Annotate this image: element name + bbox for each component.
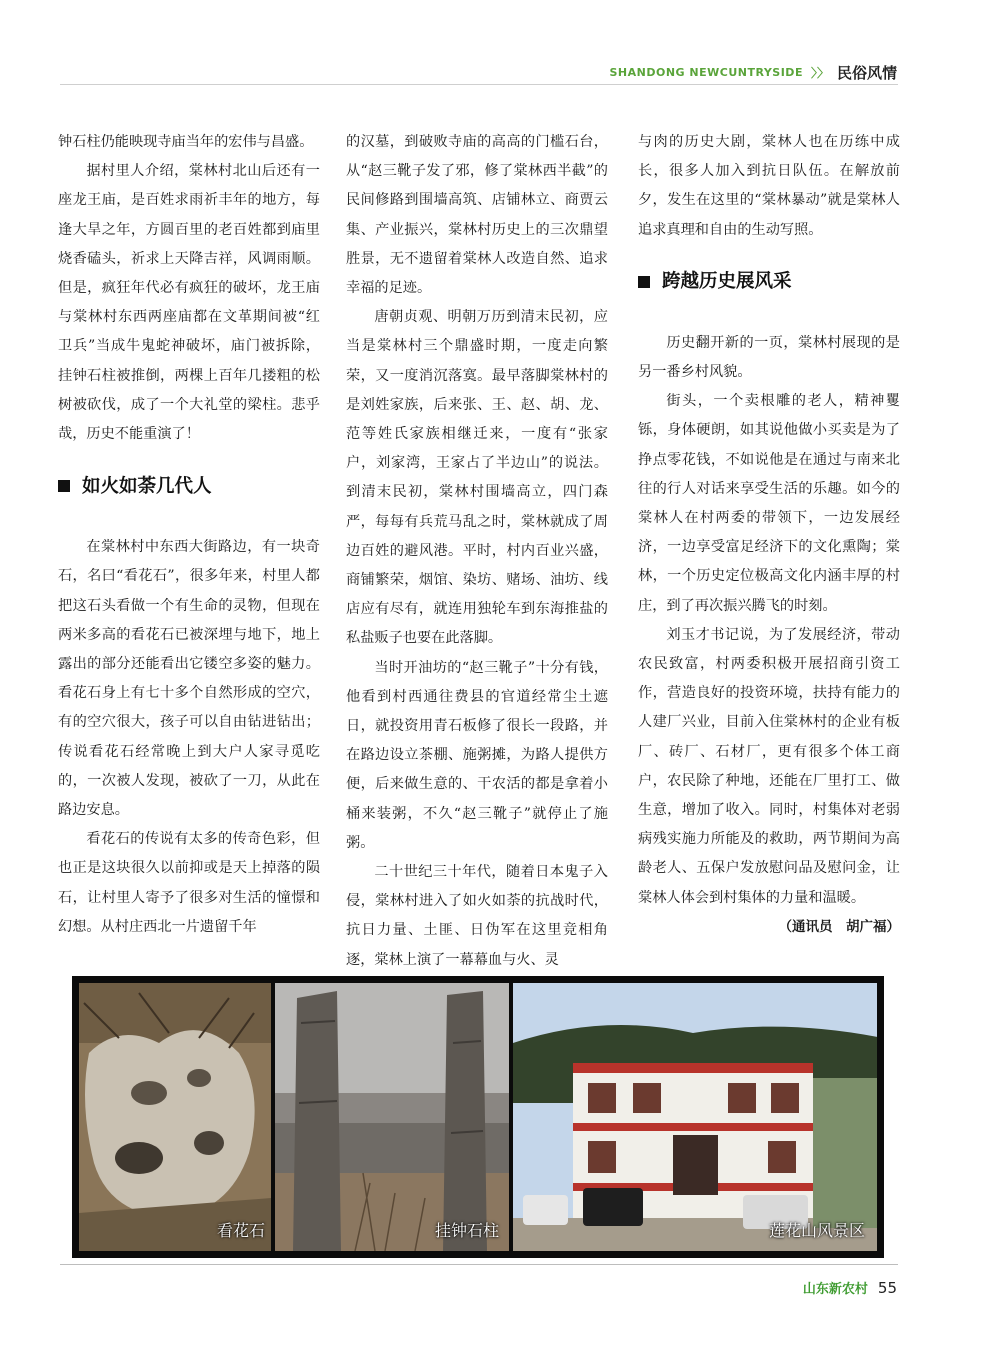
square-bullet-icon [58,480,70,492]
photo-caption: 莲花山风景区 [768,1221,865,1240]
page-footer [803,1278,897,1297]
paragraph: 与肉的历史大剧，棠林人也在历练中成长，很多人加入到抗日队伍。在解放前夕，发生在这里的“棠林暴动”就是棠林人追求真理和自由的生动写照。 [638,134,900,238]
pillars-photo-illustration [275,983,509,1251]
paragraph [638,621,900,935]
paragraph: 唐朝贞观、明朝万历到清末民初，应当是棠林村三个鼎盛时期，一度走向繁荣，又一度消沉落寞。最早落脚棠林村的是刘姓家族，后来张、王、赵、胡、龙、范等姓氏家族相继迁来，一度有“张家户，刘家湾，王家占了半边山”的说法。到清末民初，棠林村围墙高立，四门森严，每每有兵荒马乱之时，棠林就成了周边百姓的避风港。平时，村内百业兴盛，商铺繁荣，烟馆、染坊、赌场、油坊、线店应有尽有，就连用独轮车到东海推盐的私盐贩子也要在此落脚。 [346,309,608,647]
page-number: 55 [877,1278,897,1297]
photo-bell-pillars [275,983,509,1251]
header-section-title: 民俗风情 [836,64,897,82]
paragraph: 的汉墓，到破败寺庙的高高的门槛石台，从“赵三靴子发了邪，修了棠林西半截”的民间修路到围墙高筑、店铺林立、商贾云集、产业振兴，棠林村历史上的三次鼎望胜景，无不遗留着棠林人改造自然、追求幸福的足迹。 [346,134,608,297]
paragraph: 历史翻开新的一页，棠林村展现的是另一番乡村风貌。 [638,334,900,381]
section-heading [638,267,900,297]
paragraph: 二十世纪三十年代，随着日本鬼子入侵，棠林村进入了如火如荼的抗战时代，抗日力量、土匪、日伪军在这里竞相角逐，棠林上演了一幕幕血与火、灵 [346,864,608,968]
paragraph: 据村里人介绍，棠林村北山后还有一座龙王庙，是百姓求雨祈丰年的地方，每逢大旱之年，方圆百里的老百姓都到庙里烧香磕头，祈求上天降吉祥，风调雨顺。但是，疯狂年代必有疯狂的破坏，龙王庙与棠林村东西两座庙都在文革期间被“红卫兵”当成牛鬼蛇神破坏，庙门被拆除，挂钟石柱被推倒，两棵上百年几搂粗的松树被砍伐，成了一个大礼堂的梁柱。悲乎哉，历史不能重演了！ [58,163,320,443]
page-header [610,62,898,83]
header-arrow-icon: 〉〉 [810,66,829,80]
paragraph: 在棠林村中东西大街路边，有一块奇石，名曰“看花石”，很多年来，村里人都把这石头看做一个有生命的灵物，但现在两米多高的看花石已被深埋与地下，地上露出的部分还能看出它镂空多姿的魅力。看花石身上有七十多个自然形成的空穴，有的空穴很大，孩子可以自由钻进钻出；传说看花石经常晚上到大户人家寻觅吃的，一次被人发现，被砍了一刀，从此在路边安息。 [58,539,320,819]
paragraph: 街头，一个卖根雕的老人，精神矍铄，身体硬朗，如其说他做小买卖是为了挣点零花钱，不如说他是在通过与南来北往的行人对话来享受生活的乐趣。如今的棠林人在村两委的带领下，一边发展经济，一边享受富足经济下的文化熏陶；棠林，一个历史定位极高文化内涵丰厚的村庄，到了再次振兴腾飞的时刻。 [638,393,900,614]
photo-caption: 看花石 [216,1221,265,1240]
building-photo-illustration [513,983,877,1251]
header-english-title: SHANDONG NEWCUNTRYSIDE [609,66,803,79]
photo-lianhua-mountain [513,983,877,1251]
header-divider [60,84,898,85]
footer-divider [60,1264,898,1265]
photo-kanhua-stone [79,983,271,1251]
paragraph: 看花石的传说有太多的传奇色彩，但也正是这块很久以前抑或是天上掉落的陨石，让村里人寄予了很多对生活的憧憬和幻想。从村庄西北一片遗留千年 [58,831,320,935]
text-column-1 [58,128,320,942]
photo-caption: 挂钟石柱 [434,1221,499,1240]
text-column-3 [638,128,900,942]
section-heading-text: 如火如荼几代人 [82,475,212,497]
text-column-2 [346,128,608,975]
author-signature: （通讯员 胡广福） [778,918,900,935]
section-heading [58,471,320,501]
magazine-logo: 山东新农村 [802,1282,868,1297]
paragraph-text: 刘玉才书记说，为了发展经济，带动农民致富，村两委积极开展招商引资工作，营造良好的投资环境，扶持有能力的人建厂兴业，目前入住棠林村的企业有板厂、砖厂、石材厂，更有很多个体工商户，农民除了种地，还能在厂里打工、做生意，增加了收入。同时，村集体对老弱病残实施力所能及的救助，两节期间为高龄老人、五保户发放慰问品及慰问金，让棠林人体会到村集体的力量和温暖。 [638,626,900,906]
photo-strip [72,976,884,1258]
square-bullet-icon [638,276,650,288]
paragraph: 钟石柱仍能映现寺庙当年的宏伟与昌盛。 [58,134,314,150]
rock-photo-illustration [79,983,271,1251]
section-heading-text: 跨越历史展风采 [662,271,792,293]
paragraph: 当时开油坊的“赵三靴子”十分有钱，他看到村西通往费县的官道经常尘土遮日，就投资用青石板修了很长一段路，并在路边设立茶棚、施粥摊，为路人提供方便，后来做生意的、干农活的都是拿着小桶来装粥，不久“赵三靴子”就停止了施粥。 [346,659,608,851]
